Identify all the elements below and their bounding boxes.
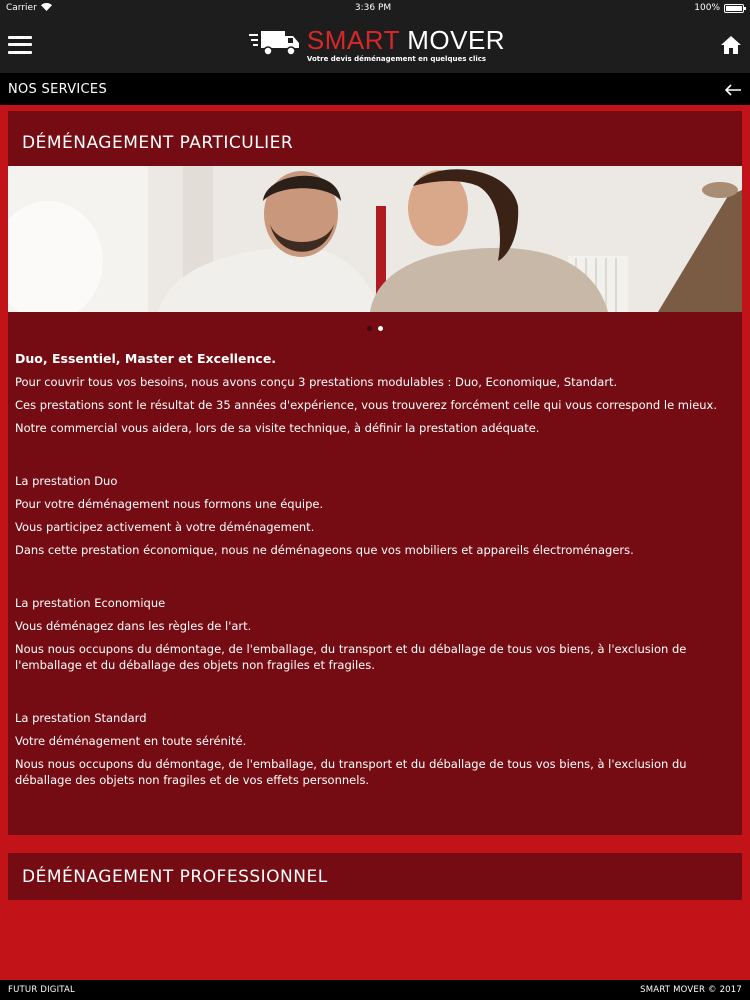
status-bar bbox=[0, 0, 750, 16]
status-left bbox=[6, 3, 52, 14]
wifi-icon bbox=[41, 3, 52, 14]
paragraph: Pour couvrir tous vos besoins, nous avons conçu 3 prestations modulables : Duo, Economique, Standart. bbox=[15, 375, 618, 389]
main-content[interactable] bbox=[0, 105, 750, 977]
panel-body bbox=[8, 351, 742, 835]
page-title: NOS SERVICES bbox=[8, 81, 107, 97]
carousel-dots[interactable] bbox=[8, 312, 742, 351]
logo-tagline: Votre devis déménagement en quelques clics bbox=[306, 54, 487, 63]
service-panel-professionnel[interactable]: DÉMÉNAGEMENT PROFESSIONNEL bbox=[8, 853, 742, 900]
standard-line: Nous nous occupons du démontage, de l'emballage, du transport et du déballage de tous vos biens, à l'exclusion du déballage des objets non fragiles et de vos effets personnels. bbox=[15, 757, 687, 787]
logo[interactable] bbox=[247, 24, 506, 63]
standard-title: La prestation Standard bbox=[15, 711, 147, 725]
economique-line: Nous nous occupons du démontage, de l'emballage, du transport et du déballage de tous vos biens, à l'exclusion de l'emballage et du déballage des objets non fragiles et fragiles. bbox=[15, 642, 687, 672]
duo-line: Dans cette prestation économique, nous ne déménageons que vos mobiliers et appareils électroménagers. bbox=[15, 543, 634, 557]
logo-smart: SMART bbox=[306, 24, 400, 55]
carrier-label: Carrier bbox=[6, 3, 37, 13]
economique-title: La prestation Economique bbox=[15, 596, 166, 610]
carousel-dot-active[interactable] bbox=[378, 326, 383, 331]
paragraph: Ces prestations sont le résultat de 35 années d'expérience, vous trouverez forcément celle qui vous correspond le mieux. bbox=[15, 398, 718, 412]
panel-title: DÉMÉNAGEMENT PARTICULIER bbox=[22, 133, 294, 153]
hero-image[interactable] bbox=[8, 166, 742, 312]
battery-icon bbox=[724, 4, 744, 13]
economique-line: Vous déménagez dans les règles de l'art. bbox=[15, 619, 252, 633]
logo-mover: MOVER bbox=[407, 24, 506, 55]
duo-line: Vous participez activement à votre déménagement. bbox=[15, 520, 315, 534]
service-panel-particulier bbox=[8, 111, 742, 835]
truck-icon bbox=[247, 27, 301, 63]
footer-right: SMART MOVER © 2017 bbox=[640, 985, 742, 995]
footer bbox=[0, 980, 750, 1000]
menu-icon[interactable] bbox=[8, 36, 32, 54]
lead-text: Duo, Essentiel, Master et Excellence. bbox=[15, 351, 277, 366]
paragraph: Notre commercial vous aidera, lors de sa visite technique, à définir la prestation adéquate. bbox=[15, 421, 540, 435]
duo-line: Pour votre déménagement nous formons une équipe. bbox=[15, 497, 324, 511]
section-bar bbox=[0, 73, 750, 105]
footer-left[interactable]: FUTUR DIGITAL bbox=[8, 985, 75, 995]
logo-text bbox=[306, 24, 506, 63]
battery-percent: 100% bbox=[694, 3, 720, 13]
home-icon[interactable] bbox=[720, 34, 742, 56]
app-header bbox=[0, 16, 750, 73]
standard-line: Votre déménagement en toute sérénité. bbox=[15, 734, 247, 748]
duo-title: La prestation Duo bbox=[15, 474, 118, 488]
back-arrow-icon[interactable] bbox=[724, 82, 742, 96]
status-time: 3:36 PM bbox=[354, 3, 392, 13]
carousel-dot[interactable] bbox=[367, 326, 372, 331]
logo-title bbox=[306, 24, 506, 55]
status-right bbox=[694, 3, 744, 13]
